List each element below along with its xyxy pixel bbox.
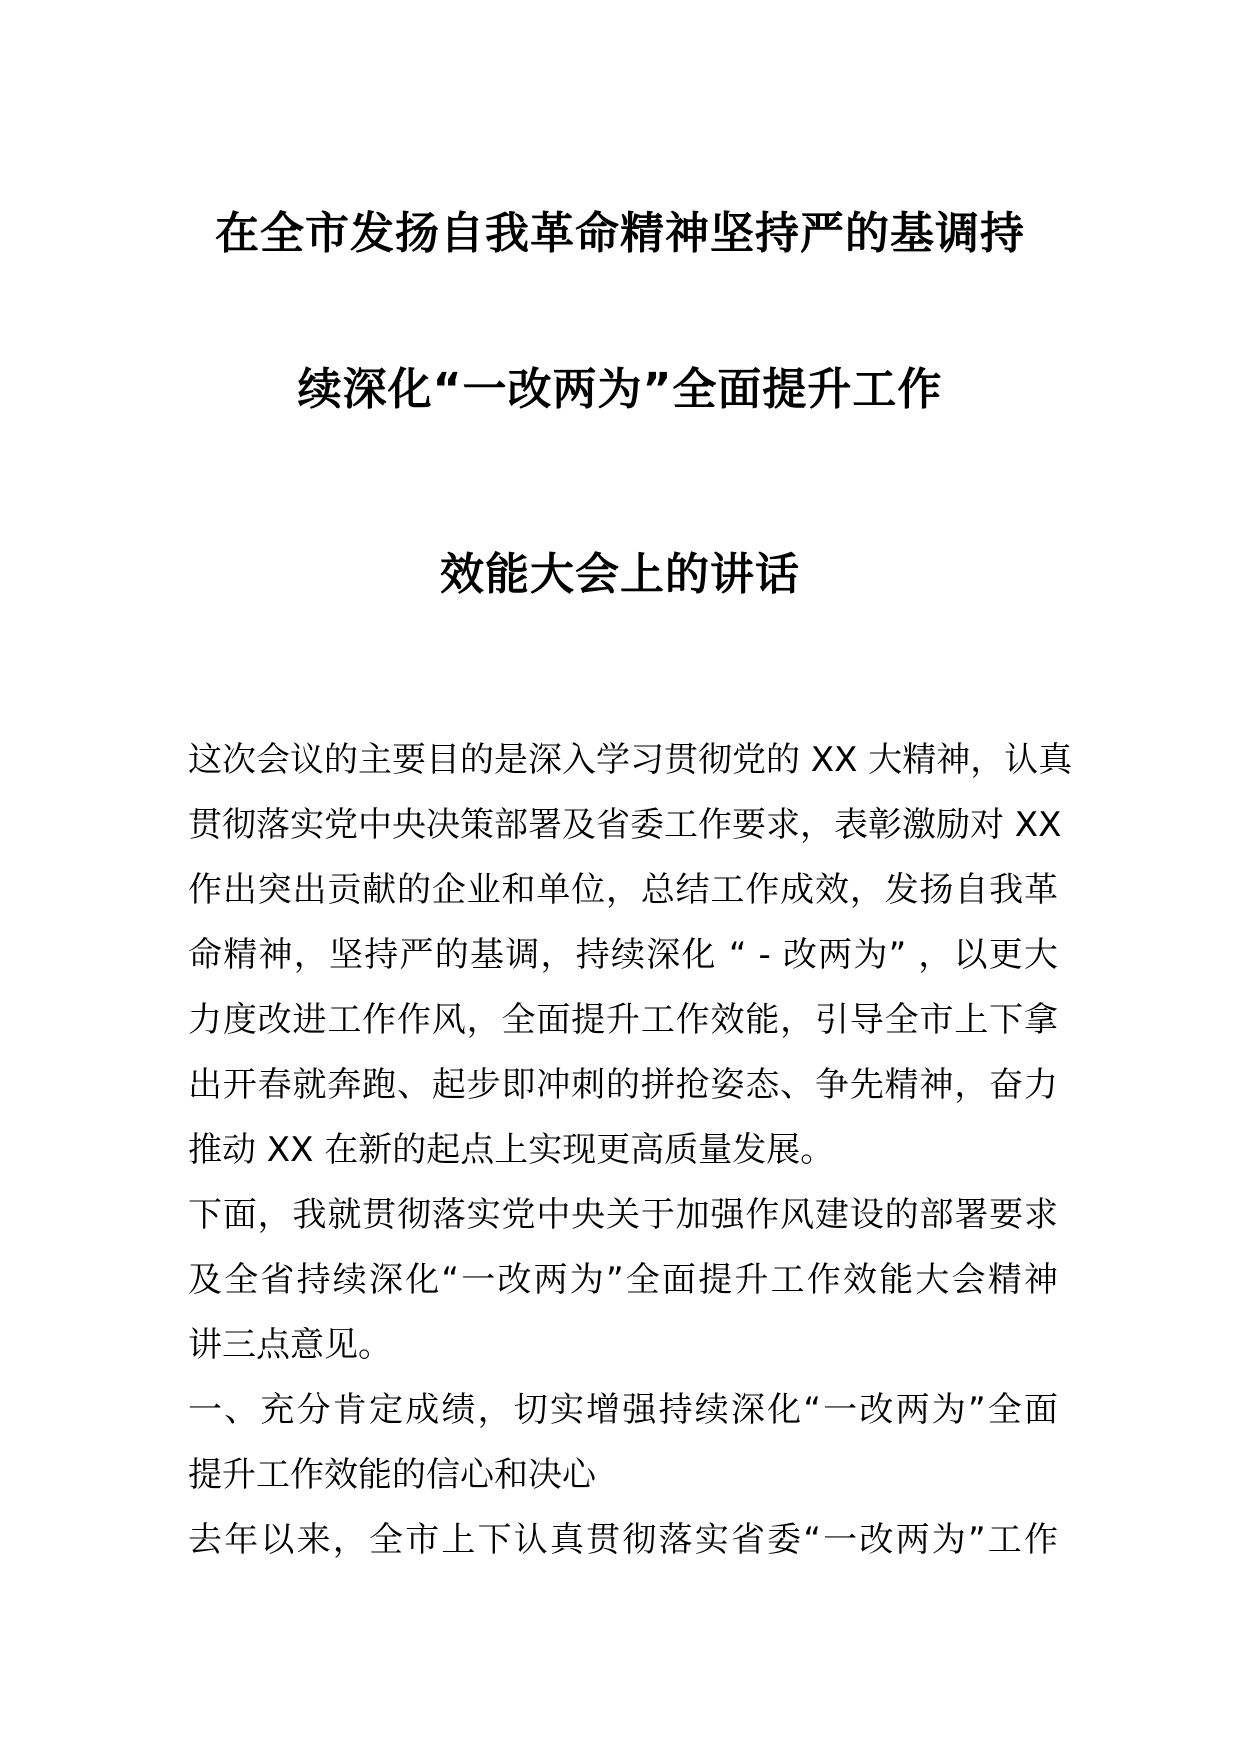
title-line-3: 效能大会上的讲话 [440,549,800,600]
body-line: 出开春就奔跑、起步即冲刺的拼抢姿态、争先精神，奋力 [188,1065,1058,1105]
body-line: 下面，我就贯彻落实党中央关于加强作风建设的部署要求 [188,1195,1058,1235]
body-line: 及全省持续深化“一改两为”全面提升工作效能大会精神 [188,1260,1058,1300]
body-line: 作出突出贡献的企业和单位，总结工作成效，发扬自我革 [188,870,1058,910]
body-line: 命精神，坚持严的基调，持续深化 “ - 改两为” ，以更大 [188,935,1058,975]
body-line: 这次会议的主要目的是深入学习贯彻党的 XX 大精神，认真 [188,740,1073,780]
section-heading-line: 提升工作效能的信心和决心 [188,1455,596,1495]
body-line: 力度改进工作作风，全面提升工作效能，引导全市上下拿 [188,1000,1058,1040]
body-line: 贯彻落实党中央决策部署及省委工作要求，表彰激励对 XX [188,805,1062,845]
title-line-1: 在全市发扬自我革命精神坚持严的基调持 [215,208,1025,259]
body-line: 讲三点意见。 [188,1325,392,1365]
body-line: 推动 XX 在新的起点上实现更高质量发展。 [188,1130,835,1170]
body-text [188,728,1073,1573]
section-heading-line: 一、充分肯定成绩，切实增强持续深化“一改两为”全面 [188,1390,1058,1430]
title-line-2: 续深化“一改两为”全面提升工作 [297,364,943,415]
body-line: 去年以来，全市上下认真贯彻落实省委“一改两为”工作 [188,1520,1058,1560]
